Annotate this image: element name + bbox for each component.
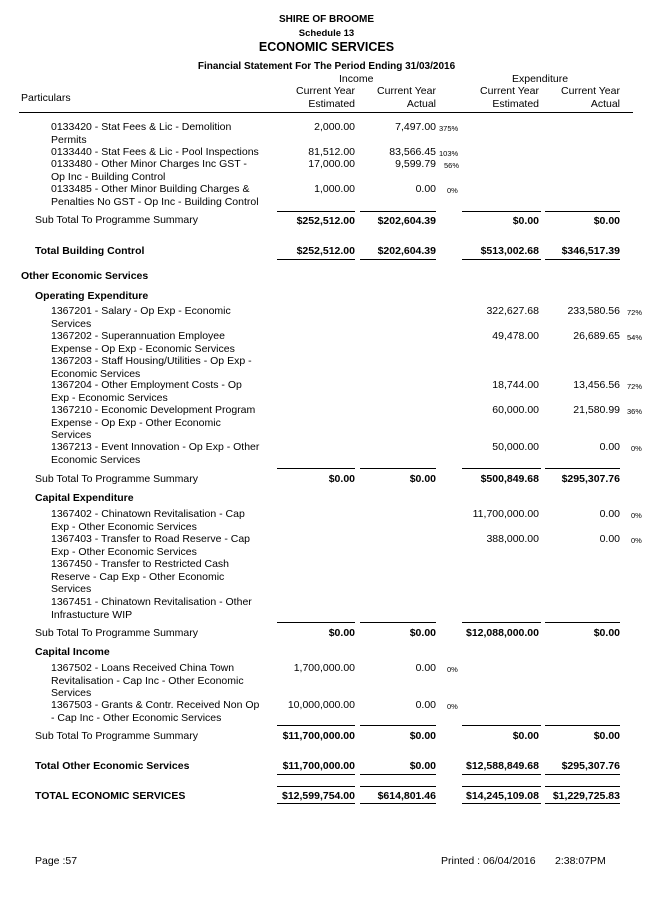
total-rule <box>277 786 355 787</box>
total-rule <box>462 774 541 775</box>
total-rule <box>545 786 620 787</box>
total-rule <box>360 803 436 804</box>
page-number: Page :57 <box>35 855 78 867</box>
subsection-title-capital-income: Capital Income <box>35 646 110 658</box>
subtotal-rule <box>545 725 620 726</box>
subsection-title-capital-expenditure: Capital Expenditure <box>35 492 134 504</box>
schedule-label: Schedule 13 <box>298 28 355 39</box>
col-header-expenditure-actual: Current Year Actual <box>561 85 620 110</box>
subtotal-rule <box>360 622 436 623</box>
page-title: ECONOMIC SERVICES <box>258 40 395 54</box>
subtotal-rule <box>545 468 620 469</box>
total-rule <box>545 259 620 260</box>
subtotal-rule <box>277 468 355 469</box>
total-rule <box>462 803 541 804</box>
subtotal-rule <box>360 211 436 212</box>
period-label: Financial Statement For The Period Ending 31/03/2016 <box>197 61 456 72</box>
header-rule <box>19 112 633 113</box>
subtotal-rule <box>462 622 541 623</box>
total-rule <box>360 786 436 787</box>
total-rule <box>462 259 541 260</box>
total-rule <box>277 803 355 804</box>
subtotal-rule <box>545 622 620 623</box>
total-rule <box>277 259 355 260</box>
section-title-other: Other Economic Services <box>21 270 149 282</box>
income-group-label: Income <box>339 73 374 85</box>
total-rule <box>545 774 620 775</box>
subtotal-rule <box>277 211 355 212</box>
particulars-header: Particulars <box>21 92 71 104</box>
col-header-income-actual: Current Year Actual <box>377 85 436 110</box>
subtotal-rule <box>545 211 620 212</box>
subtotal-rule <box>462 468 541 469</box>
subtotal-rule <box>462 725 541 726</box>
subtotal-rule <box>462 211 541 212</box>
col-header-income-estimated: Current Year Estimated <box>296 85 355 110</box>
col-header-expenditure-estimated: Current Year Estimated <box>480 85 539 110</box>
subsection-title-operating: Operating Expenditure <box>35 290 149 302</box>
total-rule <box>360 774 436 775</box>
printed-date: Printed : 06/04/2016 <box>441 855 536 867</box>
total-rule <box>462 786 541 787</box>
printed-time: 2:38:07PM <box>555 855 606 867</box>
subtotal-rule <box>277 725 355 726</box>
subtotal-rule <box>277 622 355 623</box>
total-rule <box>360 259 436 260</box>
subtotal-rule <box>360 725 436 726</box>
total-rule <box>545 803 620 804</box>
org-name: SHIRE OF BROOME <box>278 14 374 25</box>
expenditure-group-label: Expenditure <box>512 73 569 85</box>
subtotal-rule <box>360 468 436 469</box>
total-rule <box>277 774 355 775</box>
